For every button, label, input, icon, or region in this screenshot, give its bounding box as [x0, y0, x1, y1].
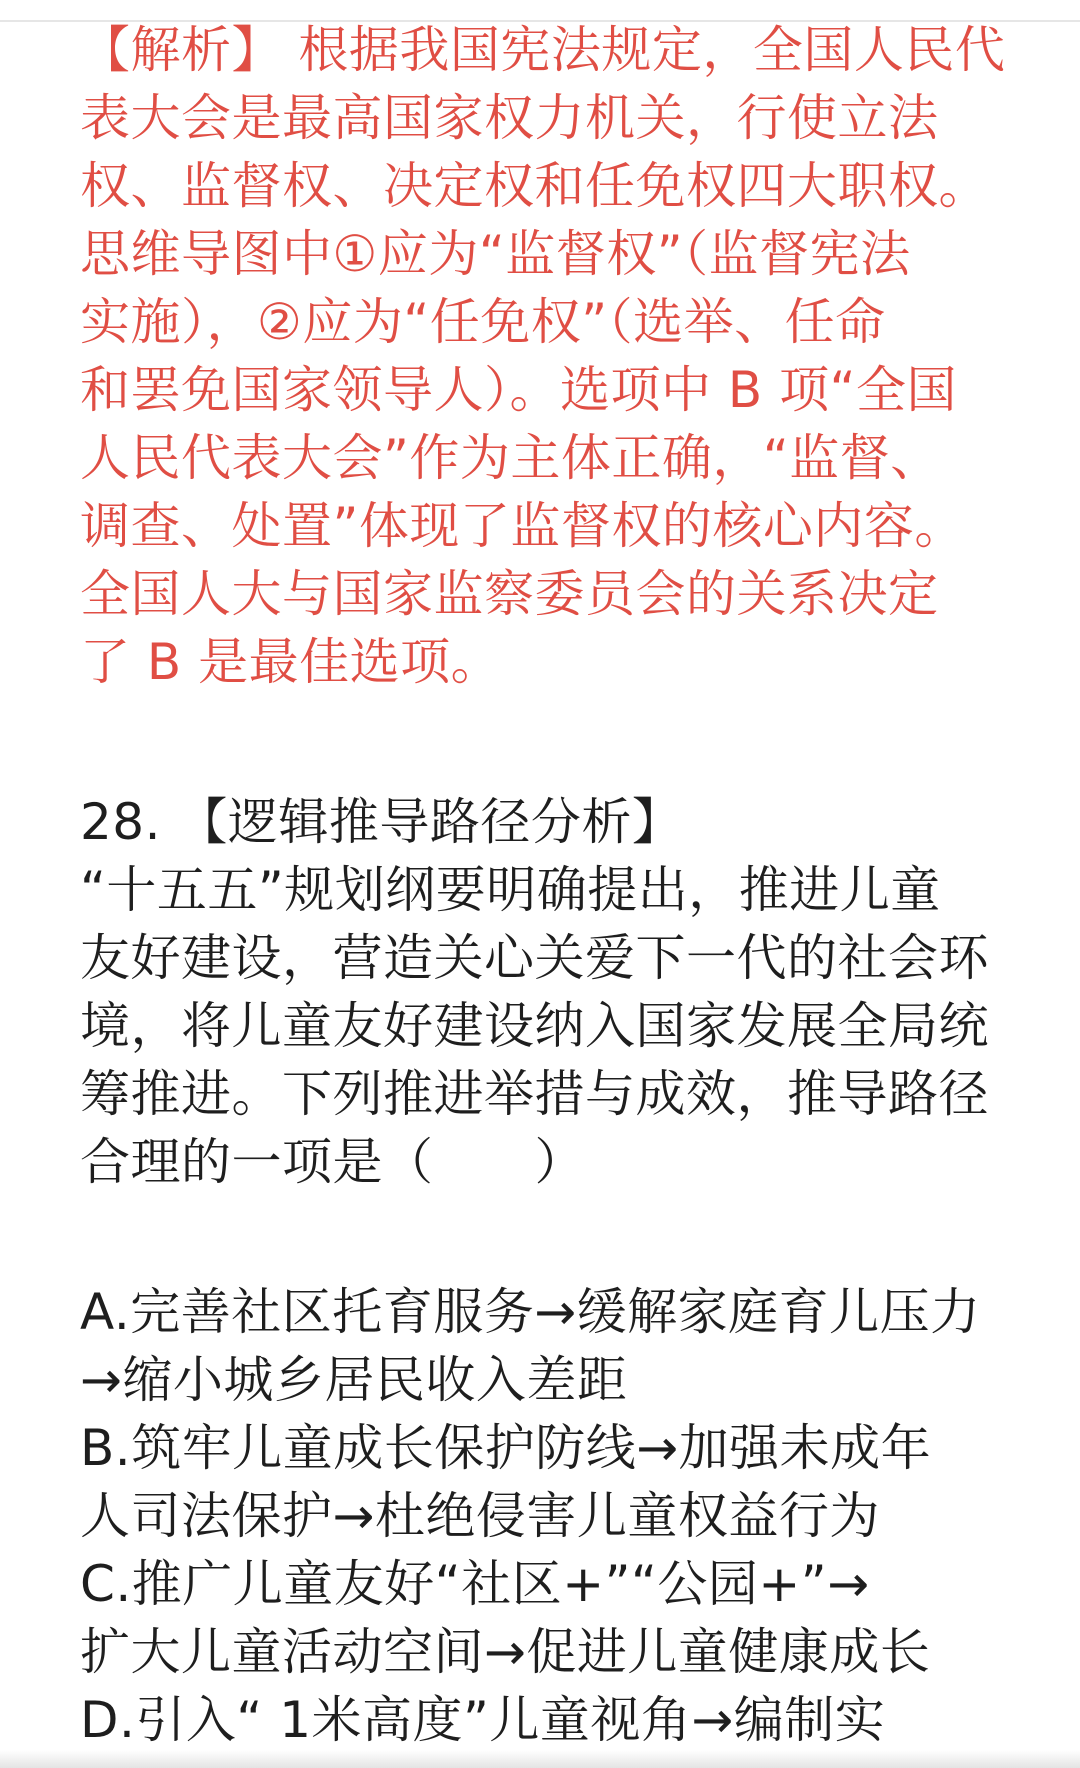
- question-line: “十五五”规划纲要明确提出，推进儿童: [80, 861, 941, 919]
- option-c: C.推广儿童友好“社区+”“公园+”→: [80, 1555, 870, 1613]
- option-c-continued: 扩大儿童活动空间→促进儿童健康成长: [80, 1623, 931, 1681]
- option-b-continued: 人司法保护→杜绝侵害儿童权益行为: [80, 1487, 880, 1545]
- analysis-line: 了 B 是最佳选项。: [80, 633, 502, 691]
- analysis-line: 人民代表大会”作为主体正确，“监督、: [80, 429, 941, 487]
- analysis-line: 实施），②应为“任免权”（选举、任命: [80, 293, 886, 351]
- question-line: 合理的一项是（ ）: [80, 1133, 585, 1191]
- option-b: B.筑牢儿童成长保护防线→加强未成年: [80, 1419, 932, 1477]
- analysis-line: 调查、处置”体现了监督权的核心内容。: [80, 497, 965, 555]
- analysis-line: 权、监督权、决定权和任免权四大职权。: [80, 157, 989, 215]
- analysis-line: 【解析】 根据我国宪法规定，全国人民代: [80, 21, 1006, 79]
- analysis-line: 思维导图中①应为“监督权”（监督宪法: [80, 225, 911, 283]
- question-title: 28. 【逻辑推导路径分析】: [80, 793, 683, 851]
- analysis-line: 和罢免国家领导人）。选项中 B 项“全国: [80, 361, 957, 419]
- question-line: 筹推进。下列推进举措与成效，推导路径: [80, 1065, 989, 1123]
- bottom-edge-shade: [0, 1750, 1080, 1768]
- analysis-line: 表大会是最高国家权力机关，行使立法: [80, 89, 939, 147]
- option-a: A.完善社区托育服务→缓解家庭育儿压力: [80, 1283, 981, 1341]
- question-line: 友好建设，营造关心关爱下一代的社会环: [80, 929, 989, 987]
- option-d: D.引入“ 1米高度”儿童视角→编制实: [80, 1691, 886, 1749]
- option-a-continued: →缩小城乡居民收入差距: [80, 1351, 628, 1409]
- analysis-line: 全国人大与国家监察委员会的关系决定: [80, 565, 939, 623]
- question-line: 境，将儿童友好建设纳入国家发展全局统: [80, 997, 989, 1055]
